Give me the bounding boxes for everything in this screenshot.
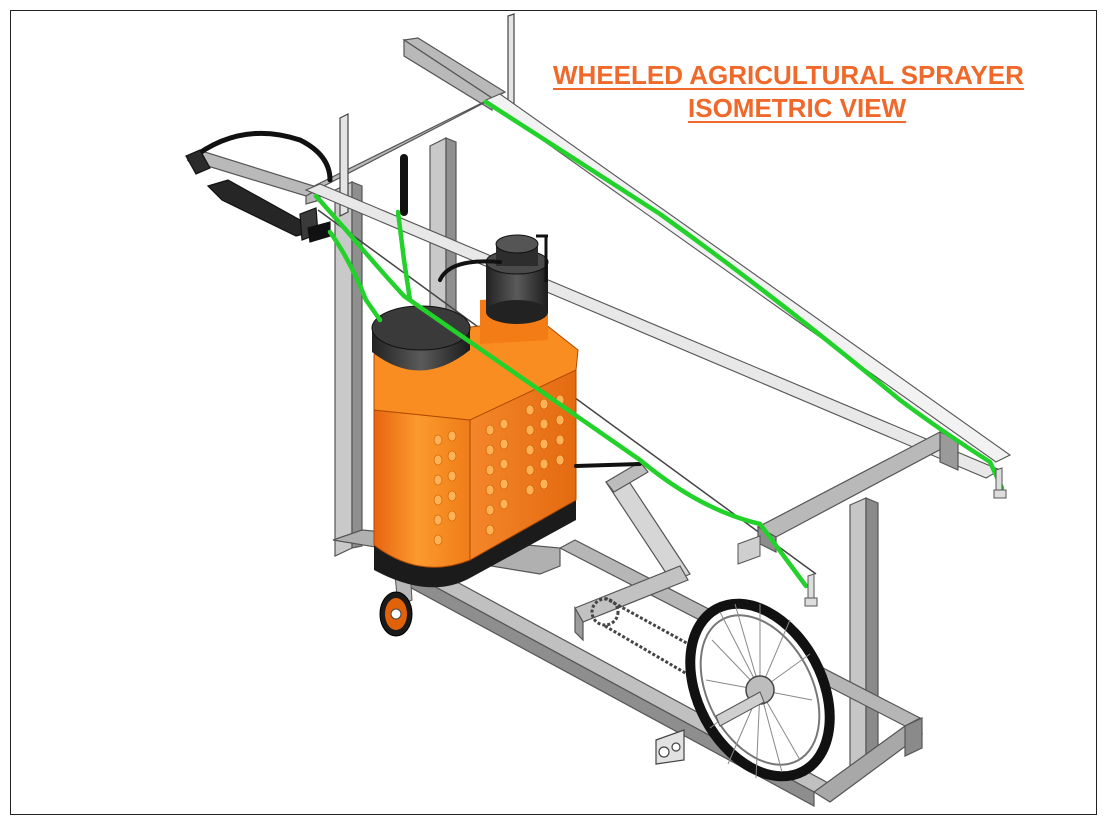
drawing-title: WHEELED AGRICULTURAL SPRAYER — [553, 60, 1024, 90]
drawing-subtitle: ISOMETRIC VIEW — [688, 93, 907, 123]
bracket-plate — [656, 730, 684, 764]
spray-tank — [372, 235, 578, 587]
